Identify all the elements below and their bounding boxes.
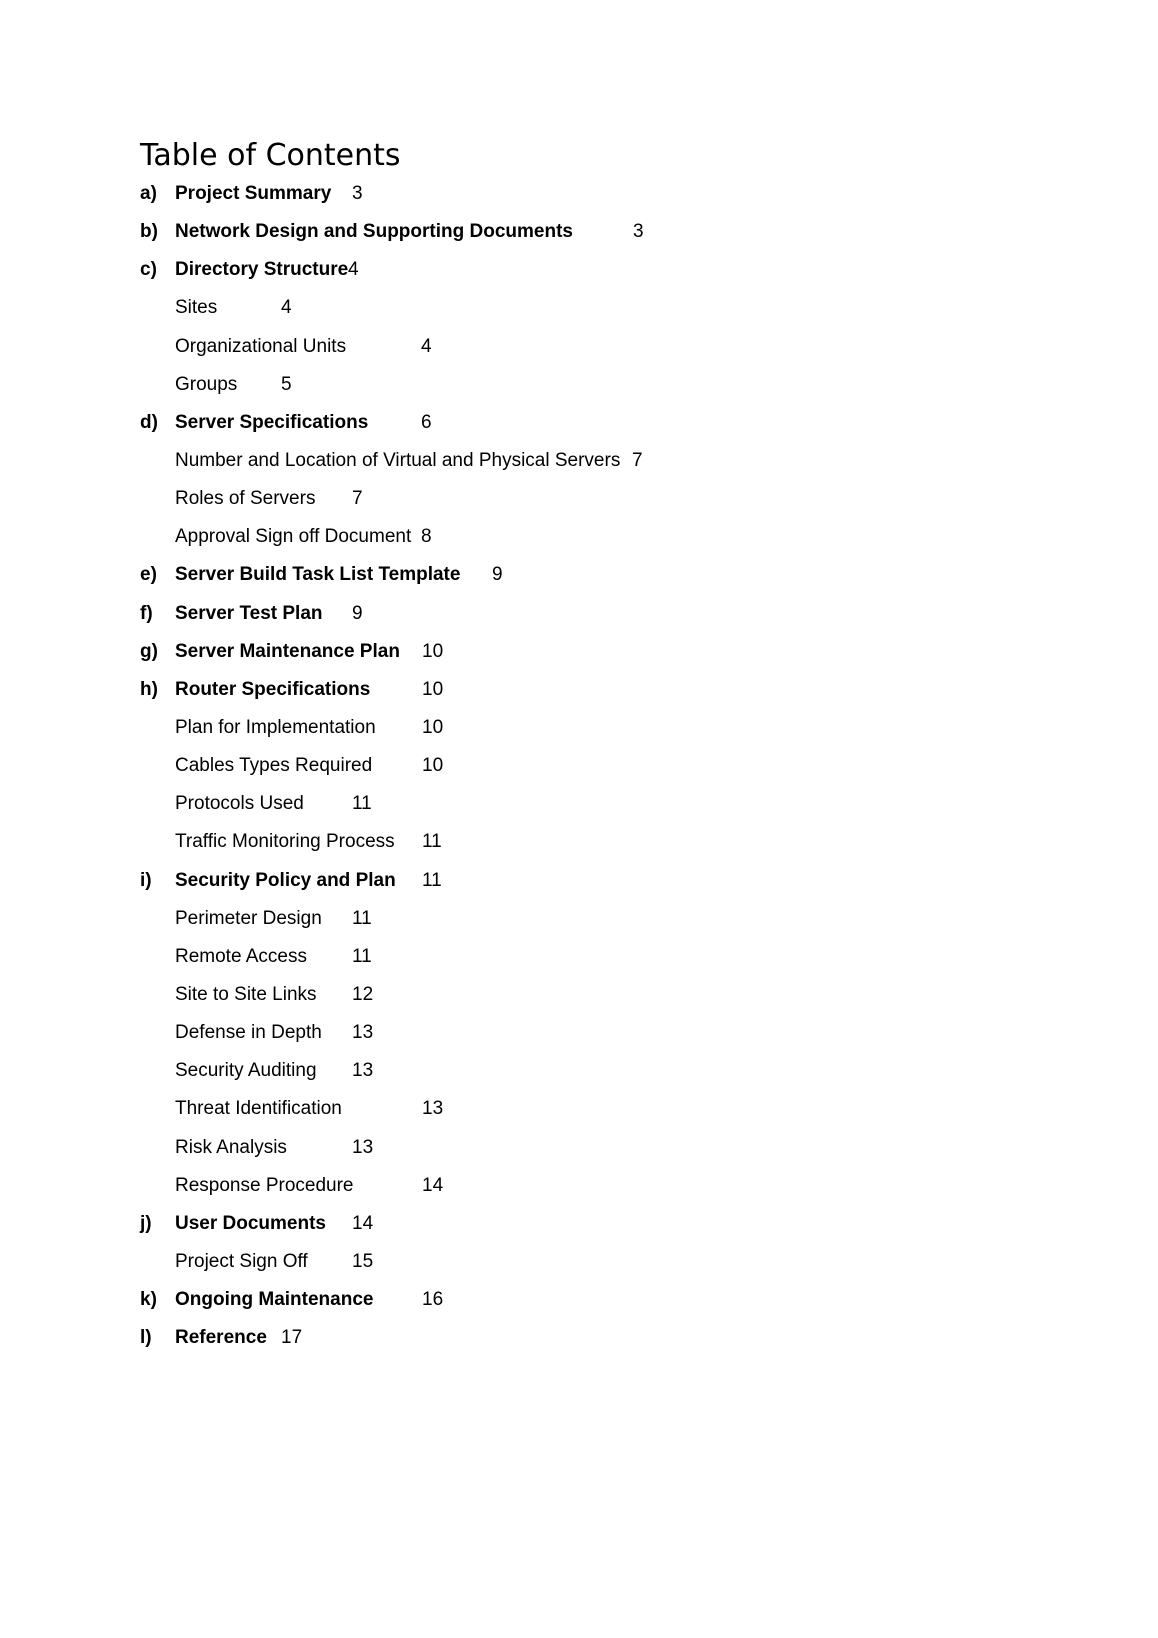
toc-entry-page: 10: [422, 716, 444, 738]
toc-entry-page: 14: [422, 1174, 444, 1196]
toc-entry-label[interactable]: Perimeter Design: [175, 907, 322, 929]
toc-entry-page: 9: [492, 564, 503, 586]
toc-entry[interactable]: [0, 1319, 1158, 1357]
toc-subentry[interactable]: [0, 785, 1158, 823]
toc-entry-label[interactable]: Directory Structure: [175, 259, 349, 281]
toc-subentry[interactable]: [0, 823, 1158, 861]
toc-entry-number: i): [140, 869, 152, 891]
toc-entry-number: k): [140, 1289, 157, 1311]
toc-entry-page: 14: [352, 1212, 374, 1234]
toc-subentry[interactable]: [0, 938, 1158, 976]
toc-entry-page: 12: [352, 983, 374, 1005]
toc-entry[interactable]: [0, 556, 1158, 594]
toc-entry-number: h): [140, 678, 158, 700]
toc-entry-label[interactable]: Reference: [175, 1327, 267, 1349]
toc-subentry[interactable]: [0, 976, 1158, 1014]
page-title: Table of Contents: [140, 138, 401, 173]
toc-entry-page: 13: [352, 1136, 374, 1158]
toc-entry-label[interactable]: Project Summary: [175, 183, 332, 204]
toc-entry-label[interactable]: Sites: [175, 297, 218, 319]
toc-subentry[interactable]: [0, 1243, 1158, 1281]
toc-entry-label[interactable]: Groups: [175, 373, 238, 395]
toc-entry-label[interactable]: Server Specifications: [175, 411, 369, 433]
toc-entry[interactable]: [0, 862, 1158, 900]
toc-entry-page: 6: [421, 411, 432, 433]
toc-subentry[interactable]: [0, 442, 1158, 480]
toc-entry-label[interactable]: Plan for Implementation: [175, 716, 376, 738]
toc-entry[interactable]: [0, 595, 1158, 633]
toc-entry-number: c): [140, 259, 157, 281]
toc-subentry[interactable]: [0, 747, 1158, 785]
toc-entry-label[interactable]: Traffic Monitoring Process: [175, 831, 395, 853]
toc-entry[interactable]: [0, 1205, 1158, 1243]
toc-entry-label[interactable]: Number and Location of Virtual and Physical Servers: [175, 449, 621, 471]
toc-entry-label[interactable]: Site to Site Links: [175, 983, 317, 1005]
toc-entry-page: 11: [422, 869, 442, 891]
toc-entry-label[interactable]: Response Procedure: [175, 1174, 354, 1196]
toc-entry[interactable]: [0, 404, 1158, 442]
toc-subentry[interactable]: [0, 480, 1158, 518]
toc-entry-label[interactable]: Defense in Depth: [175, 1022, 322, 1044]
toc-entry-page: 17: [281, 1327, 303, 1349]
toc-entry-number: j): [140, 1212, 152, 1234]
toc-entry-label[interactable]: Threat Identification: [175, 1098, 342, 1120]
toc-entry-page: 4: [281, 297, 292, 319]
toc-entry[interactable]: [0, 251, 1158, 289]
toc-entry-label[interactable]: Project Sign Off: [175, 1250, 308, 1272]
toc-subentry[interactable]: [0, 328, 1158, 366]
toc-entry-page: 11: [352, 907, 372, 929]
toc-entry-label[interactable]: Router Specifications: [175, 678, 371, 700]
toc-entry-page: 11: [422, 831, 442, 853]
toc-entry-number: l): [140, 1327, 152, 1349]
toc-entry-page: 3: [352, 183, 363, 204]
toc-subentry[interactable]: [0, 366, 1158, 404]
toc-entry-page: 10: [422, 678, 444, 700]
toc-entry-number: a): [140, 183, 157, 204]
toc-entry-page: 15: [352, 1250, 374, 1272]
toc-entry-label[interactable]: Remote Access: [175, 945, 307, 967]
toc-entry-page: 7: [632, 449, 643, 471]
toc-subentry[interactable]: [0, 1167, 1158, 1205]
toc-entry-label[interactable]: Security Policy and Plan: [175, 869, 396, 891]
toc-entry[interactable]: [0, 175, 1158, 213]
toc-entry-number: f): [140, 602, 153, 624]
toc-entry-label[interactable]: Server Build Task List Template: [175, 564, 461, 586]
toc-subentry[interactable]: [0, 518, 1158, 556]
toc-entry-page: 3: [633, 221, 644, 243]
toc-entry-label[interactable]: Ongoing Maintenance: [175, 1289, 374, 1311]
toc-entry-page: 16: [422, 1289, 444, 1311]
toc-entry-number: g): [140, 640, 158, 662]
toc-subentry[interactable]: [0, 289, 1158, 327]
toc-subentry[interactable]: [0, 1090, 1158, 1128]
toc-entry-page: 13: [352, 1022, 374, 1044]
toc-entry-page: 10: [422, 755, 444, 777]
toc-entry-page: 5: [281, 373, 292, 395]
toc-entry-label[interactable]: Security Auditing: [175, 1060, 317, 1082]
toc-entry-page: 9: [352, 602, 363, 624]
toc-entry-label[interactable]: Server Test Plan: [175, 602, 323, 624]
toc-entry-label[interactable]: User Documents: [175, 1212, 326, 1234]
toc-entry-label[interactable]: Risk Analysis: [175, 1136, 287, 1158]
toc-entry-label[interactable]: Organizational Units: [175, 335, 347, 357]
toc-entry[interactable]: [0, 1281, 1158, 1319]
toc-entry[interactable]: [0, 633, 1158, 671]
toc-entry-label[interactable]: Roles of Servers: [175, 488, 316, 510]
toc-entry[interactable]: [0, 213, 1158, 251]
toc-subentry[interactable]: [0, 1014, 1158, 1052]
toc-subentry[interactable]: [0, 1129, 1158, 1167]
toc-entry[interactable]: [0, 671, 1158, 709]
toc-subentry[interactable]: [0, 709, 1158, 747]
toc-entry-page: 8: [421, 526, 432, 548]
toc-entry-label[interactable]: Network Design and Supporting Documents: [175, 221, 573, 243]
toc-entry-label[interactable]: Protocols Used: [175, 793, 304, 815]
toc-entry-number: e): [140, 564, 157, 586]
toc-entry-label[interactable]: Cables Types Required: [175, 755, 373, 777]
toc-entry-page: 13: [422, 1098, 444, 1120]
toc-entry-page: 13: [352, 1060, 374, 1082]
toc-subentry[interactable]: [0, 900, 1158, 938]
toc-entry-page: 4: [421, 335, 432, 357]
toc-entry-page: 10: [422, 640, 444, 662]
toc-entry-number: d): [140, 411, 158, 433]
toc-entry-label[interactable]: Server Maintenance Plan: [175, 640, 400, 662]
toc-entry-number: b): [140, 221, 158, 243]
toc-entry-label[interactable]: Approval Sign off Document: [175, 526, 412, 548]
toc-entry-page: 7: [352, 488, 363, 510]
toc-subentry[interactable]: [0, 1052, 1158, 1090]
toc-entry-page: 4: [348, 259, 359, 281]
toc-entry-page: 11: [352, 945, 372, 967]
toc-list: [0, 175, 1158, 1357]
toc-entry-page: 11: [352, 793, 372, 815]
